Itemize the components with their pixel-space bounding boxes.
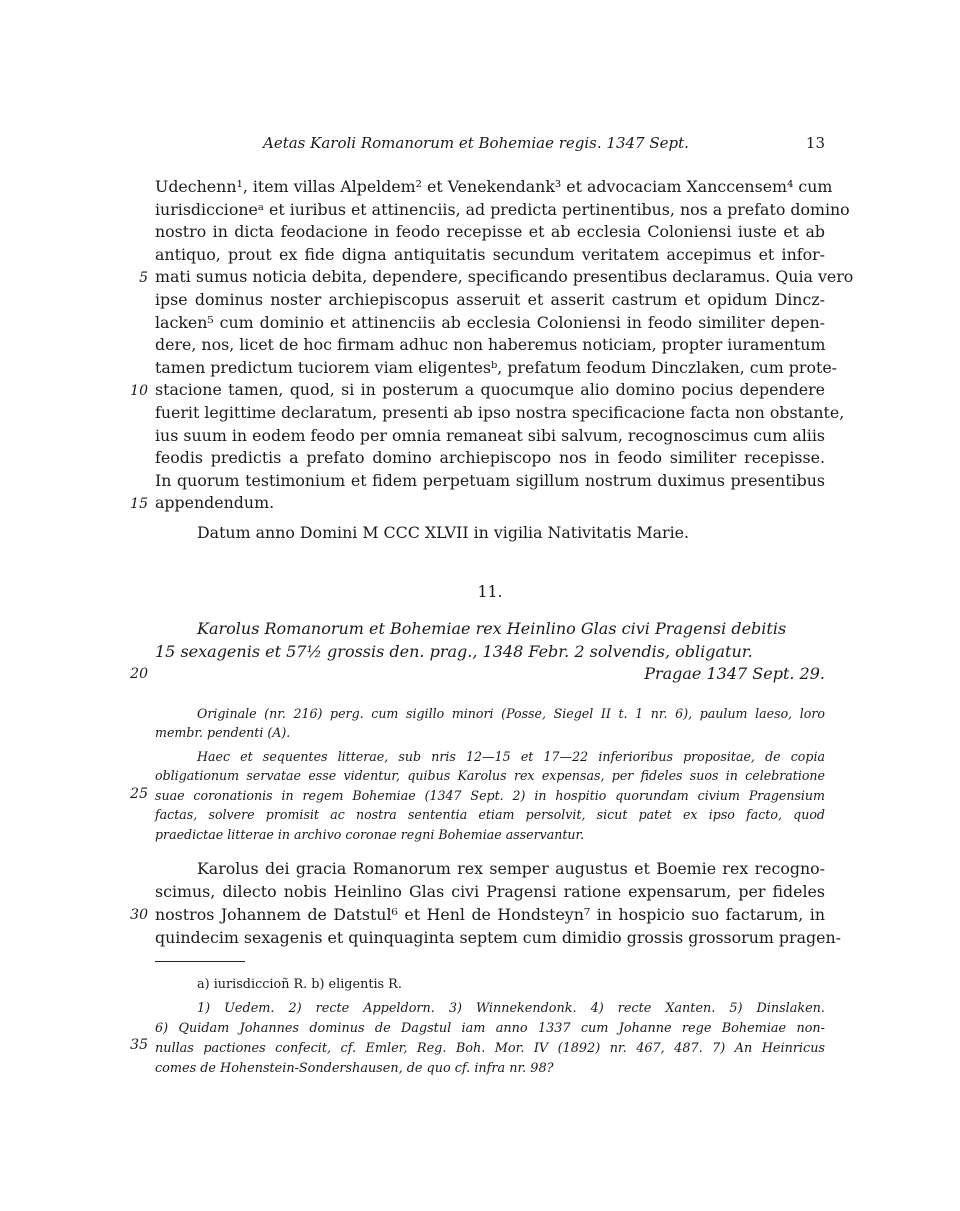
line-number: 5 (139, 270, 148, 286)
running-title: Aetas Karoli Romanorum et Bohemiae regis. 1347 Sept. (263, 134, 689, 152)
note-line: Originale (nr. 216) perg. cum sigillo minori (Posse, Siegel II t. 1 nr. 6), paulum laeso, loro (197, 706, 825, 721)
text-line: ius suum in eodem feodo per omnia remaneat sibi salvum, recognoscimus cum aliis (155, 425, 825, 445)
note-line: praedictae litterae in archivo coronae regni Bohemiae asservantur. (155, 826, 585, 842)
line-number: 25 (130, 786, 148, 802)
text-line: feodis predictis a prefato domino archiepiscopo nos in feodo similiter recepisse. (155, 448, 825, 468)
note-line: membr. pendenti (A). (155, 725, 291, 741)
footnote-line: a) iurisdiccioñ R. b) eligentis R. (197, 977, 402, 992)
text-line: nostros Johannem de Datstul⁶ et Henl de Hondsteyn⁷ in hospicio suo factarum, in (155, 905, 825, 924)
footnote-line: 1) Uedem. 2) recte Appeldorn. 3) Winnekendonk. 4) recte Xanten. 5) Dinslaken. (197, 1001, 825, 1016)
text-line: ipse dominus noster archiepiscopus asseruit et asserit castrum et opidum Dincz- (155, 290, 825, 309)
document-number: 11. (477, 582, 503, 601)
text-line: iurisdiccioneᵃ et iuribus et attinenciis, ad predicta pertinentibus, nos a prefato domino (155, 199, 850, 219)
text-line: antiquo, prout ex fide digna antiquitatis secundum veritatem accepimus et infor- (155, 244, 825, 264)
line-number: 15 (130, 496, 148, 512)
line-number: 20 (130, 666, 148, 682)
text-line: nostro in dicta feodacione in feodo recepisse et ab ecclesia Coloniensi iuste et ab (155, 222, 825, 242)
footnote-line: 6) Quidam Johannes dominus de Dagstul iam anno 1337 cum Johanne rege Bohemiae non- (155, 1021, 825, 1036)
note-line: Haec et sequentes litterae, sub nris 12—15 et 17—22 inferioribus propositae, de copia (197, 749, 825, 764)
text-line: lacken⁵ cum dominio et attinenciis ab ecclesia Coloniensi in feodo similiter depen- (155, 312, 825, 332)
text-line: Udechenn¹, item villas Alpeldem² et Venekendank³ et advocaciam Xanccensem⁴ cum (155, 177, 833, 196)
footnote-line: comes de Hohenstein-Sondershausen, de quo cf. infra nr. 98? (155, 1061, 554, 1076)
text-line: stacione tamen, quod, si in posterum a quocumque alio domino pocius dependere (155, 380, 825, 400)
regest-line: Karolus Romanorum et Bohemiae rex Heinlino Glas civi Pragensi debitis (197, 619, 787, 638)
regest-place-date: Pragae 1347 Sept. 29. (644, 664, 825, 683)
note-line: factas, solvere promisit ac nostra sententia etiam persolvit, sicut patet ex ipso facto, quod (155, 807, 825, 823)
note-line: suae coronationis in regem Bohemiae (1347 Sept. 2) in hospitio quorundam civium Pragensium (155, 787, 825, 803)
text-line: scimus, dilecto nobis Heinlino Glas civi Pragensi ratione expensarum, per fideles (155, 882, 825, 901)
text-line: quindecim sexagenis et quinquaginta septem cum dimidio grossis grossorum pragen- (155, 928, 841, 947)
footnote-line: nullas pactiones confecit, cf. Emler, Reg. Boh. Mor. IV (1892) nr. 467, 487. 7) An Heinricus (155, 1041, 825, 1056)
text-line: dere, nos, licet de hoc firmam adhuc non haberemus noticiam, propter iuramentum (155, 335, 826, 355)
note-line: obligationum servatae esse videntur, quibus Karolus rex expensas, per fideles suos in celebratione (155, 768, 825, 784)
text-line: Karolus dei gracia Romanorum rex semper augustus et Boemie rex recogno- (197, 859, 825, 878)
regest-line: 15 sexagenis et 57½ grossis den. prag., 1348 Febr. 2 solvendis, obligatur. (155, 642, 753, 661)
footnote-separator (155, 961, 245, 962)
datum-line: Datum anno Domini M CCC XLVII in vigilia Nativitatis Marie. (197, 523, 690, 542)
text-line: fuerit legittime declaratum, presenti ab ipso nostra specificacione facta non obstante, (155, 403, 845, 422)
line-number: 10 (130, 383, 148, 399)
page-number: 13 (805, 134, 825, 152)
text-line: In quorum testimonium et fidem perpetuam sigillum nostrum duximus presentibus (155, 470, 825, 490)
text-line: appendendum. (155, 493, 275, 513)
text-line: mati sumus noticia debita, dependere, specificando presentibus declaramus. Quia vero (155, 267, 854, 287)
line-number: 30 (130, 907, 148, 923)
text-line: tamen predictum tuciorem viam eligentesᵇ, prefatum feodum Dinczlaken, cum prote- (155, 357, 838, 377)
line-number: 35 (130, 1037, 148, 1053)
page-header (155, 134, 825, 158)
